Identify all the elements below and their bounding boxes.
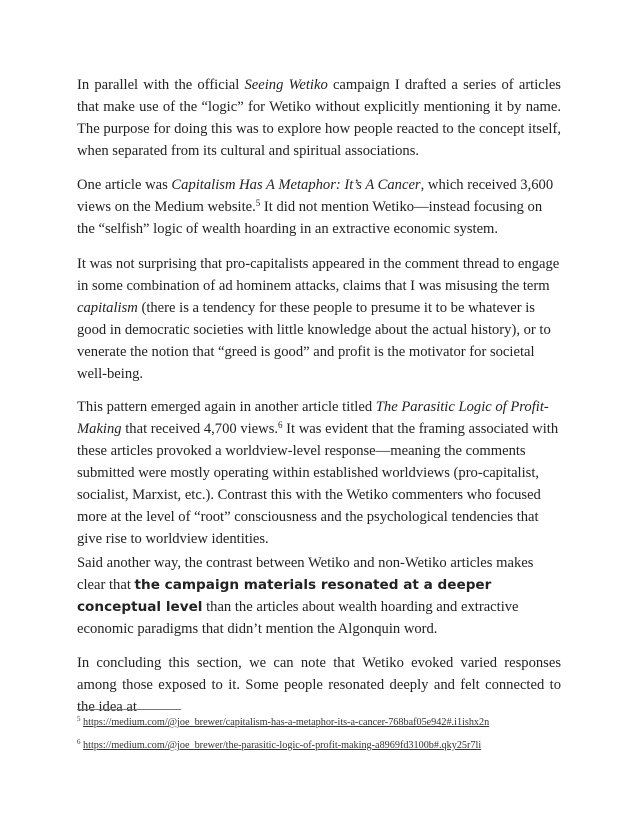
paragraph-5: [77, 552, 561, 640]
paragraph-4-text-a: This pattern emerged again in another article titled: [77, 399, 376, 415]
footnote-ref-5: 5: [255, 198, 261, 208]
paragraph-4-italic-title: The Parasitic Logic of Profit-Making: [77, 399, 549, 437]
paragraph-2: [77, 174, 561, 240]
paragraph-1-italic-title: Seeing Wetiko: [244, 77, 328, 93]
footnote-6-link[interactable]: https://medium.com/@joe_brewer/the-parasitic-logic-of-profit-making-a8969fd3100b#.qky25r7li: [83, 740, 482, 751]
paragraph-4-text-c: It was evident that the framing associated with these articles provoked a worldview-level response—meaning the comments submitted were mostly operating within established worldviews (pro-capitalist, socialist, Marxist, etc.). Contrast this with the Wetiko commenters who focused more at the level of “root” consciousness and the psychological tendencies that give rise to worldview identities.: [77, 421, 559, 547]
paragraph-3-text-b: (there is a tendency for these people to presume it to be whatever is good in democratic societies with little knowledge about the actual history), or to venerate the notion that “greed is good” and profit is the motivator for societal well-being.: [77, 300, 551, 382]
footnote-5: [77, 716, 489, 730]
paragraph-6-text: In concluding this section, we can note that Wetiko evoked varied responses among those exposed to it. Some people resonated deeply and felt connected to the idea at: [77, 655, 561, 715]
paragraph-2-text-a: One article was: [77, 177, 172, 193]
paragraph-1-text-b: campaign I drafted a series of articles that make use of the “logic” for Wetiko without explicitly mentioning it by name. The purpose for doing this was to explore how people reacted to the concept itself, when separated from its cultural and spiritual associations.: [77, 77, 561, 159]
paragraph-3-text-a: It was not surprising that pro-capitalists appeared in the comment thread to engage in some combination of ad hominem attacks, claims that I was misusing the term: [77, 256, 560, 294]
paragraph-2-italic-title: Capitalism Has A Metaphor: It’s A Cancer: [171, 177, 421, 193]
paragraph-3: [77, 253, 561, 385]
paragraph-5-text-b: than the articles about wealth hoarding and extractive economic paradigms that didn’t mention the Algonquin word.: [77, 599, 519, 637]
paragraph-5-bold-claim: the campaign materials resonated at a deeper conceptual level: [77, 577, 492, 615]
footnote-5-number: 5: [77, 715, 81, 723]
footnote-6: [77, 739, 481, 753]
paragraph-4-text-b: that received 4,700 views.: [121, 421, 279, 437]
paragraph-3-italic-term: capitalism: [77, 300, 138, 316]
footnote-5-link[interactable]: https://medium.com/@joe_brewer/capitalism-has-a-metaphor-its-a-cancer-768baf05e942#.i1ishx2n: [83, 717, 490, 728]
paragraph-1-text-a: In parallel with the official: [77, 77, 245, 93]
paragraph-5-text-a: Said another way, the contrast between Wetiko and non-Wetiko articles makes clear that: [77, 555, 534, 593]
paragraph-4: [77, 396, 561, 550]
footnote-6-number: 6: [77, 738, 81, 746]
paragraph-2-text-c: It did not mention Wetiko—instead focusing on the “selfish” logic of wealth hoarding in an extractive economic system.: [77, 199, 543, 237]
paragraph-1: [77, 74, 561, 162]
footnote-separator: [77, 709, 181, 710]
footnote-ref-6: 6: [278, 420, 283, 430]
paragraph-2-text-b: , which received 3,600 views on the Medium website.: [77, 177, 554, 215]
